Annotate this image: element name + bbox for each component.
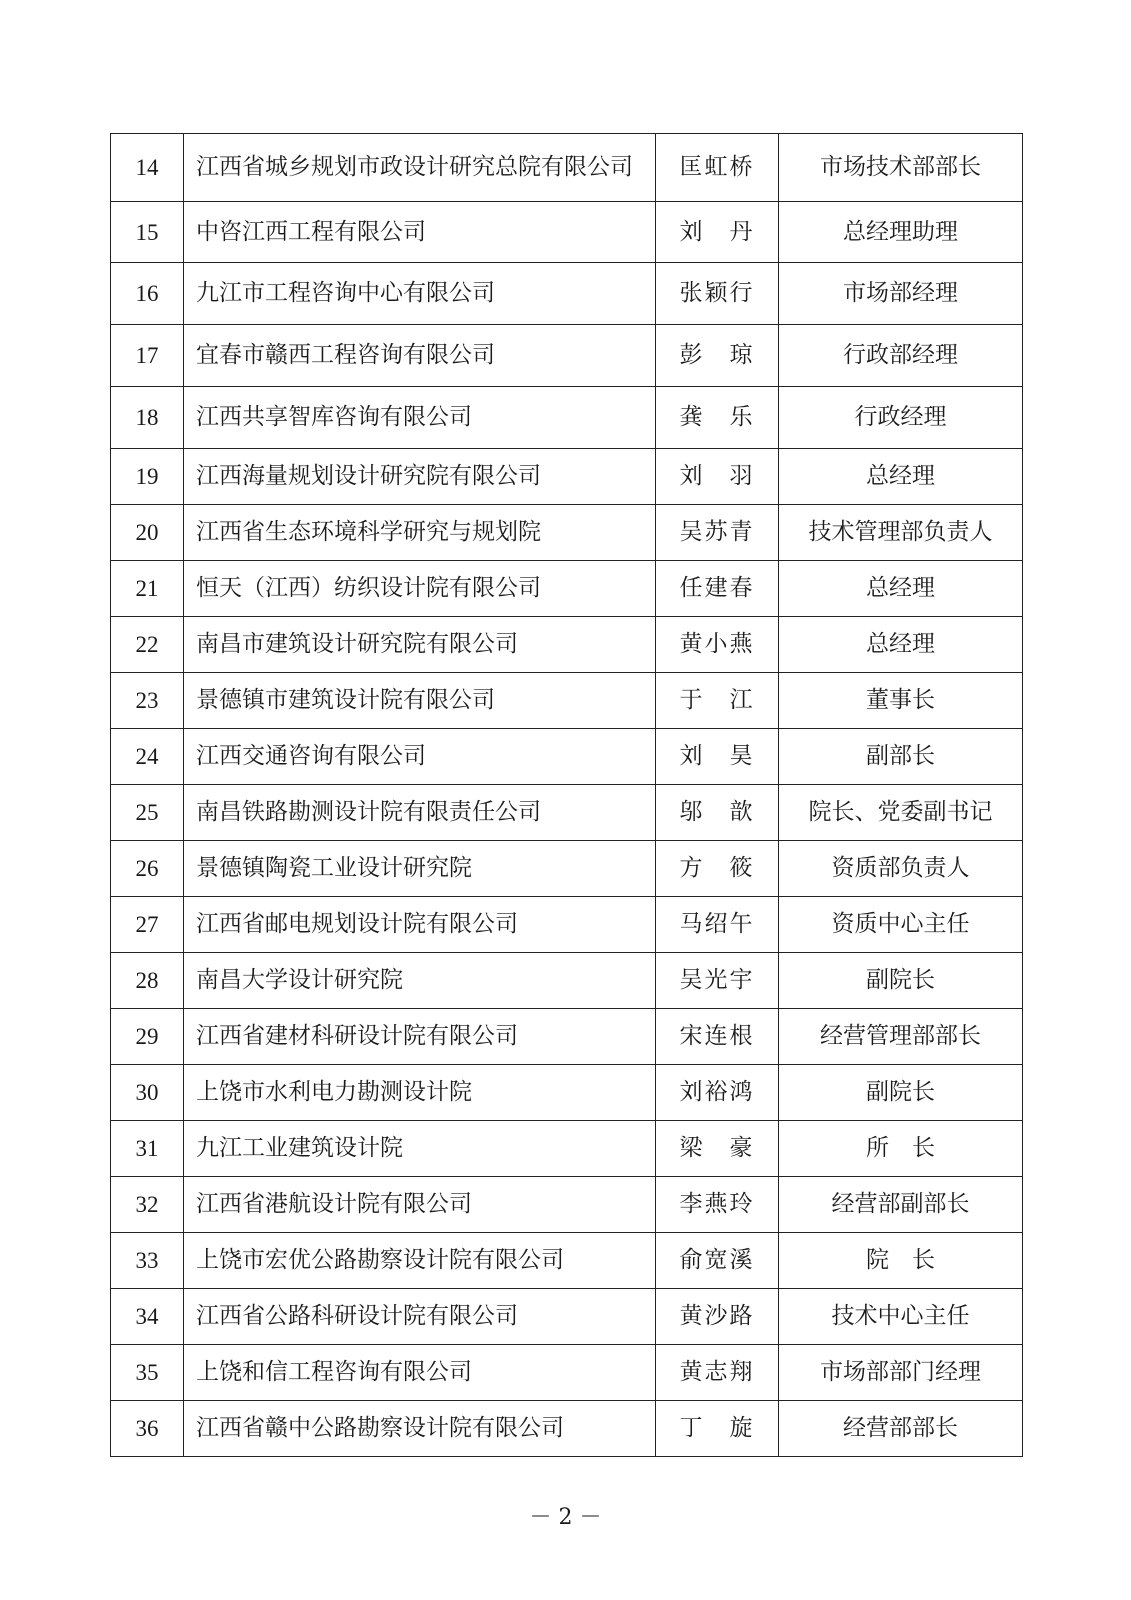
- job-title-cell: 技术管理部负责人: [779, 505, 1023, 561]
- organization-cell: 江西省赣中公路勘察设计院有限公司: [184, 1401, 656, 1457]
- person-name-cell: 黄志翔: [656, 1345, 779, 1401]
- job-title-cell: 行政经理: [779, 387, 1023, 449]
- row-number: 27: [111, 897, 184, 953]
- table-row: [111, 841, 1023, 897]
- table-row: [111, 387, 1023, 449]
- person-name-cell: 吴苏青: [656, 505, 779, 561]
- row-number: 16: [111, 263, 184, 325]
- table-row: [111, 785, 1023, 841]
- job-title-cell: 所 长: [779, 1121, 1023, 1177]
- person-name-cell: 任建春: [656, 561, 779, 617]
- table-row: [111, 617, 1023, 673]
- job-title-cell: 经营部副部长: [779, 1177, 1023, 1233]
- person-name-cell: 张颖行: [656, 263, 779, 325]
- person-name-cell: 龚 乐: [656, 387, 779, 449]
- table-row: [111, 561, 1023, 617]
- person-name-cell: 俞宽溪: [656, 1233, 779, 1289]
- organization-cell: 九江市工程咨询中心有限公司: [184, 263, 656, 325]
- person-name-cell: 黄沙路: [656, 1289, 779, 1345]
- attendee-table: [110, 133, 1023, 1457]
- organization-cell: 南昌市建筑设计研究院有限公司: [184, 617, 656, 673]
- table-row: [111, 263, 1023, 325]
- row-number: 35: [111, 1345, 184, 1401]
- job-title-cell: 资质中心主任: [779, 897, 1023, 953]
- table-row: [111, 1289, 1023, 1345]
- row-number: 20: [111, 505, 184, 561]
- person-name-cell: 梁 豪: [656, 1121, 779, 1177]
- job-title-cell: 总经理助理: [779, 202, 1023, 263]
- row-number: 17: [111, 325, 184, 387]
- table-row: [111, 1065, 1023, 1121]
- organization-cell: 中咨江西工程有限公司: [184, 202, 656, 263]
- row-number: 15: [111, 202, 184, 263]
- job-title-cell: 副院长: [779, 1065, 1023, 1121]
- person-name-cell: 彭 琼: [656, 325, 779, 387]
- organization-cell: 江西交通咨询有限公司: [184, 729, 656, 785]
- table-row: [111, 729, 1023, 785]
- table-row: [111, 1401, 1023, 1457]
- row-number: 21: [111, 561, 184, 617]
- organization-cell: 江西省港航设计院有限公司: [184, 1177, 656, 1233]
- row-number: 18: [111, 387, 184, 449]
- organization-cell: 江西共享智库咨询有限公司: [184, 387, 656, 449]
- table-row: [111, 1233, 1023, 1289]
- person-name-cell: 刘 昊: [656, 729, 779, 785]
- job-title-cell: 经营管理部部长: [779, 1009, 1023, 1065]
- organization-cell: 上饶和信工程咨询有限公司: [184, 1345, 656, 1401]
- person-name-cell: 李燕玲: [656, 1177, 779, 1233]
- table-row: [111, 1345, 1023, 1401]
- table-row: [111, 325, 1023, 387]
- table-row: [111, 1121, 1023, 1177]
- person-name-cell: 马绍午: [656, 897, 779, 953]
- row-number: 32: [111, 1177, 184, 1233]
- row-number: 25: [111, 785, 184, 841]
- organization-cell: 南昌大学设计研究院: [184, 953, 656, 1009]
- job-title-cell: 院长、党委副书记: [779, 785, 1023, 841]
- organization-cell: 江西省建材科研设计院有限公司: [184, 1009, 656, 1065]
- job-title-cell: 总经理: [779, 561, 1023, 617]
- person-name-cell: 刘 丹: [656, 202, 779, 263]
- organization-cell: 上饶市水利电力勘测设计院: [184, 1065, 656, 1121]
- row-number: 31: [111, 1121, 184, 1177]
- organization-cell: 上饶市宏优公路勘察设计院有限公司: [184, 1233, 656, 1289]
- organization-cell: 景德镇陶瓷工业设计研究院: [184, 841, 656, 897]
- table-row: [111, 134, 1023, 202]
- job-title-cell: 技术中心主任: [779, 1289, 1023, 1345]
- job-title-cell: 副部长: [779, 729, 1023, 785]
- row-number: 30: [111, 1065, 184, 1121]
- job-title-cell: 总经理: [779, 449, 1023, 505]
- person-name-cell: 宋连根: [656, 1009, 779, 1065]
- organization-cell: 景德镇市建筑设计院有限公司: [184, 673, 656, 729]
- job-title-cell: 市场部经理: [779, 263, 1023, 325]
- row-number: 22: [111, 617, 184, 673]
- row-number: 26: [111, 841, 184, 897]
- attendee-table-body: [111, 134, 1023, 1457]
- row-number: 14: [111, 134, 184, 202]
- job-title-cell: 市场技术部部长: [779, 134, 1023, 202]
- job-title-cell: 副院长: [779, 953, 1023, 1009]
- row-number: 33: [111, 1233, 184, 1289]
- person-name-cell: 于 江: [656, 673, 779, 729]
- organization-cell: 江西省生态环境科学研究与规划院: [184, 505, 656, 561]
- organization-cell: 江西海量规划设计研究院有限公司: [184, 449, 656, 505]
- table-row: [111, 953, 1023, 1009]
- person-name-cell: 刘 羽: [656, 449, 779, 505]
- table-row: [111, 673, 1023, 729]
- job-title-cell: 院 长: [779, 1233, 1023, 1289]
- job-title-cell: 经营部部长: [779, 1401, 1023, 1457]
- row-number: 29: [111, 1009, 184, 1065]
- organization-cell: 宜春市赣西工程咨询有限公司: [184, 325, 656, 387]
- organization-cell: 恒天（江西）纺织设计院有限公司: [184, 561, 656, 617]
- row-number: 28: [111, 953, 184, 1009]
- job-title-cell: 总经理: [779, 617, 1023, 673]
- table-row: [111, 202, 1023, 263]
- person-name-cell: 吴光宇: [656, 953, 779, 1009]
- table-row: [111, 897, 1023, 953]
- organization-cell: 江西省城乡规划市政设计研究总院有限公司: [184, 134, 656, 202]
- organization-cell: 南昌铁路勘测设计院有限责任公司: [184, 785, 656, 841]
- person-name-cell: 邬 歆: [656, 785, 779, 841]
- person-name-cell: 匡虹桥: [656, 134, 779, 202]
- organization-cell: 江西省公路科研设计院有限公司: [184, 1289, 656, 1345]
- row-number: 36: [111, 1401, 184, 1457]
- organization-cell: 九江工业建筑设计院: [184, 1121, 656, 1177]
- job-title-cell: 资质部负责人: [779, 841, 1023, 897]
- row-number: 34: [111, 1289, 184, 1345]
- table-row: [111, 505, 1023, 561]
- job-title-cell: 董事长: [779, 673, 1023, 729]
- job-title-cell: 行政部经理: [779, 325, 1023, 387]
- row-number: 23: [111, 673, 184, 729]
- table-row: [111, 449, 1023, 505]
- table-row: [111, 1009, 1023, 1065]
- page-number: － 2 －: [529, 1505, 602, 1530]
- job-title-cell: 市场部部门经理: [779, 1345, 1023, 1401]
- person-name-cell: 方 筱: [656, 841, 779, 897]
- person-name-cell: 丁 旋: [656, 1401, 779, 1457]
- organization-cell: 江西省邮电规划设计院有限公司: [184, 897, 656, 953]
- row-number: 24: [111, 729, 184, 785]
- row-number: 19: [111, 449, 184, 505]
- table-row: [111, 1177, 1023, 1233]
- person-name-cell: 刘裕鸿: [656, 1065, 779, 1121]
- person-name-cell: 黄小燕: [656, 617, 779, 673]
